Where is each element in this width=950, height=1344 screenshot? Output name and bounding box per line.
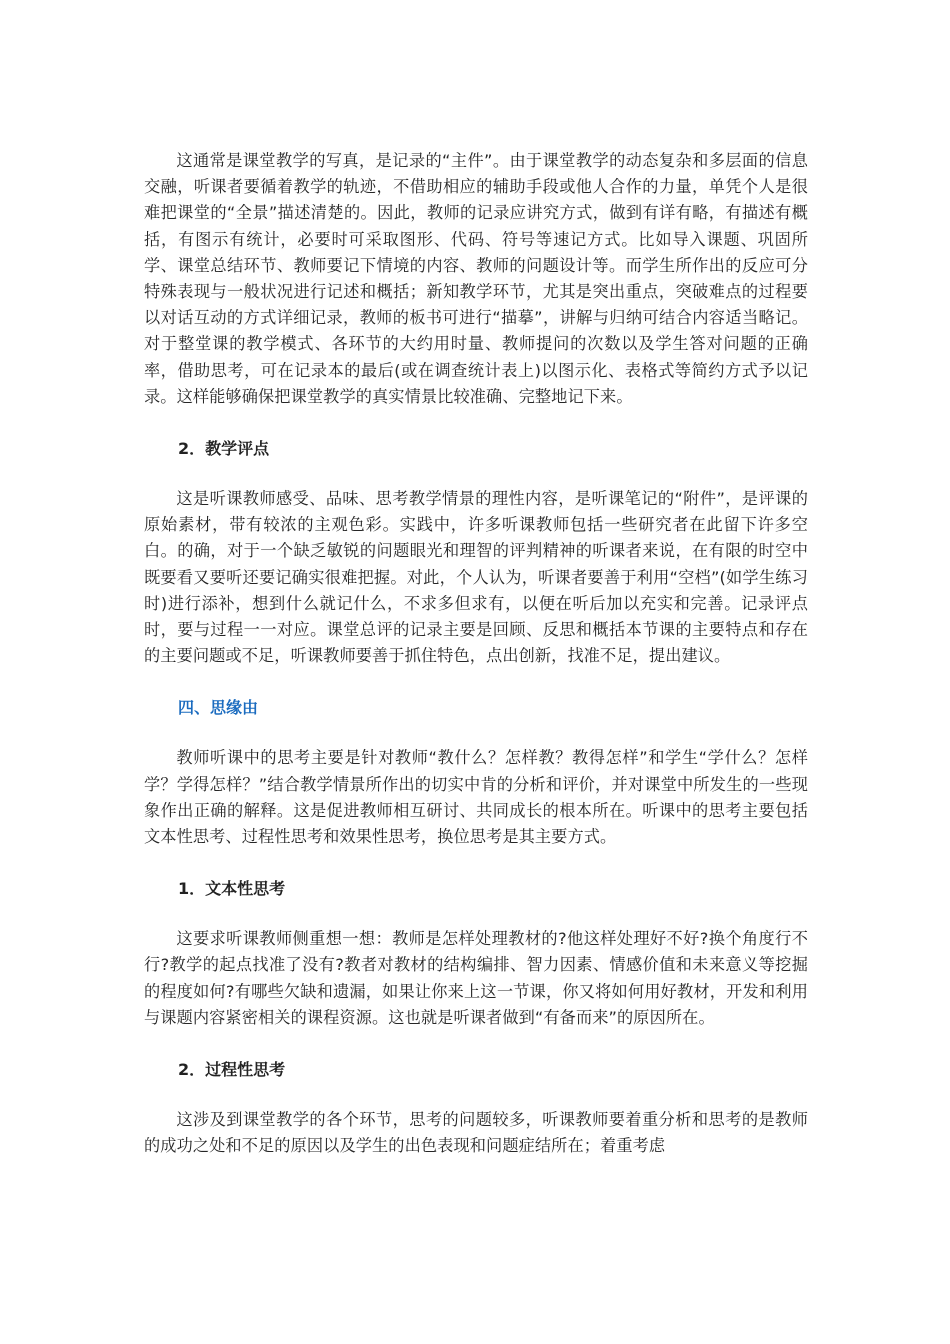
- spacer: [144, 850, 808, 876]
- section-heading-process-thinking: 2．过程性思考: [178, 1060, 286, 1080]
- spacer: [144, 410, 808, 436]
- spacer: [144, 1031, 808, 1057]
- paragraph-reasons: 教师听课中的思考主要是针对教师“教什么？怎样教？教得怎样”和学生“学什么？怎样学？学得怎样？”结合教学情景所作出的切实中肯的分析和评价，并对课堂中所发生的一些现象作出正确的解释。这是促进教师相互研讨、共同成长的根本所在。听课中的思考主要包括文本性思考、过程性思考和效果性思考，换位思考是其主要方式。: [144, 748, 808, 847]
- section-heading-text-thinking: 1．文本性思考: [178, 879, 286, 899]
- spacer: [144, 1083, 808, 1107]
- spacer: [144, 462, 808, 486]
- section-heading-teaching-comments: 2．教学评点: [178, 439, 270, 459]
- spacer: [144, 902, 808, 926]
- paragraph-teaching-comments: 这是听课教师感受、品味、思考教学情景的理性内容，是听课笔记的“附件”，是评课的原始素材，带有较浓的主观色彩。实践中，许多听课教师包括一些研究者在此留下许多空白。的确，对于一个缺乏敏锐的问题眼光和理智的评判精神的听课者来说，在有限的时空中既要看又要听还要记确实很难把握。对此，个人认为，听课者要善于利用“空档”(如学生练习时)进行添补，想到什么就记什么，不求多但求有，以便在听后加以充实和完善。记录评点时，要与过程一一对应。课堂总评的记录主要是回顾、反思和概括本节课的主要特点和存在的主要问题或不足，听课教师要善于抓住特色，点出创新，找准不足，提出建议。: [144, 489, 808, 666]
- paragraph-text-thinking: 这要求听课教师侧重想一想：教师是怎样处理教材的?他这样处理好不好?换个角度行不行?教学的起点找准了没有?教者对教材的结构编排、智力因素、情感价值和未来意义等挖掘的程度如何?有哪些欠缺和遗漏，如果让你来上这一节课，你又将如何用好教材，开发和利用与课题内容紧密相关的课程资源。这也就是听课者做到“有备而来”的原因所在。: [144, 929, 808, 1027]
- paragraph-record-main: 这通常是课堂教学的写真，是记录的“主件”。由于课堂教学的动态复杂和多层面的信息交融，听课者要循着教学的轨迹，不借助相应的辅助手段或他人合作的力量，单凭个人是很难把课堂的“全景”描述清楚的。因此，教师的记录应讲究方式，做到有详有略，有描述有概括，有图示有统计，必要时可采取图形、代码、符号等速记方式。比如导入课题、巩固所学、课堂总结环节、教师要记下情境的内容、教师的问题设计等。而学生所作出的反应可分特殊表现与一般状况进行记述和概括；新知教学环节，尤其是突出重点，突破难点的过程要以对话互动的方式详细记录，教师的板书可进行“描摹”，讲解与归纳可结合内容适当略记。对于整堂课的教学模式、各环节的大约用时量、教师提问的次数以及学生答对问题的正确率，借助思考，可在记录本的最后(或在调查统计表上)以图示化、表格式等简约方式予以记录。这样能够确保把课堂教学的真实情景比较准确、完整地记下来。: [144, 151, 808, 406]
- paragraph-process-thinking: 这涉及到课堂教学的各个环节，思考的问题较多，听课教师要着重分析和思考的是教师的成功之处和不足的原因以及学生的出色表现和问题症结所在；着重考虑: [144, 1110, 808, 1156]
- chapter-heading-reasons: 四、思缘由: [178, 698, 259, 718]
- spacer: [144, 669, 808, 695]
- document-body: [144, 148, 808, 1159]
- spacer: [144, 721, 808, 745]
